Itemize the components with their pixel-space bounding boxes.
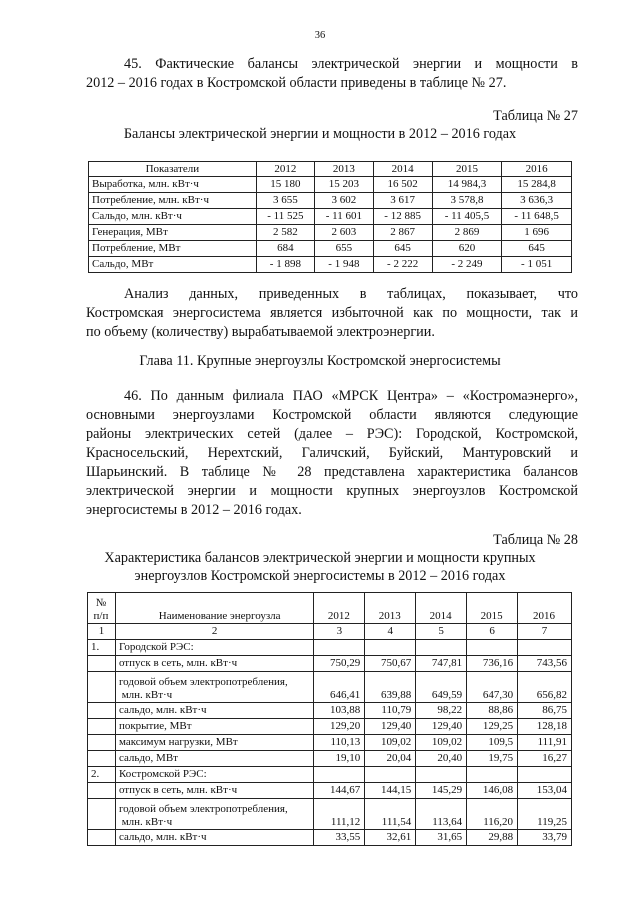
- text-line: районы электрических сетей (далее – РЭС): Городской, Костромской,: [86, 426, 578, 442]
- table-cell: 16,27: [518, 751, 572, 767]
- row-name: сальдо, млн. кВт·ч: [115, 830, 313, 846]
- table-cell: [416, 767, 467, 783]
- table-cell: - 2 249: [432, 257, 502, 273]
- table-row: [88, 751, 572, 767]
- row-name-line-1: годовой объем электропотребления,: [118, 676, 288, 688]
- table-row: [88, 735, 572, 751]
- index-cell: 2: [115, 624, 313, 640]
- text-line: по объему (количеству) вырабатываемой электроэнергии.: [86, 324, 435, 340]
- table-cell: - 11 601: [315, 209, 373, 225]
- table-cell: 144,67: [314, 783, 365, 799]
- table-row: [89, 193, 572, 209]
- row-number: [88, 656, 116, 672]
- row-name: Костромской РЭС:: [115, 767, 313, 783]
- table-cell: 1 696: [502, 225, 572, 241]
- row-number: [88, 703, 116, 719]
- table-row: [88, 656, 572, 672]
- header-cell: 2013: [315, 162, 373, 177]
- header-cell-number: [88, 593, 116, 624]
- row-name-line-1: годовой объем электропотребления,: [118, 803, 288, 815]
- table-header-row: [89, 162, 572, 177]
- row-number: [88, 830, 116, 846]
- table-28-label: Таблица № 28: [493, 532, 578, 548]
- table-27-title: Балансы электрической энергии и мощности в 2012 – 2016 годах: [123, 126, 517, 142]
- header-cell: 2015: [432, 162, 502, 177]
- text-line: Анализ данных, приведенных в таблицах, показывает, что: [124, 286, 578, 302]
- table-cell: 116,20: [467, 799, 518, 830]
- table-cell: [518, 640, 572, 656]
- table-cell: 656,82: [518, 672, 572, 703]
- table-cell: Сальдо, млн. кВт·ч: [89, 209, 257, 225]
- table-cell: [314, 767, 365, 783]
- table-cell: 655: [315, 241, 373, 257]
- row-number: 2.: [88, 767, 116, 783]
- table-cell: 33,55: [314, 830, 365, 846]
- table-cell: [467, 640, 518, 656]
- table-cell: 645: [502, 241, 572, 257]
- table-row: [88, 783, 572, 799]
- row-name-line-2: млн. кВт·ч: [121, 816, 173, 828]
- row-name: отпуск в сеть, млн. кВт·ч: [115, 783, 313, 799]
- table-row: [88, 799, 572, 830]
- table-cell: 649,59: [416, 672, 467, 703]
- table-cell: 111,91: [518, 735, 572, 751]
- table-cell: 3 655: [256, 193, 314, 209]
- table-cell: 2 867: [373, 225, 432, 241]
- table-cell: Выработка, млн. кВт·ч: [89, 177, 257, 193]
- table-cell: 29,88: [467, 830, 518, 846]
- table-cell: 129,40: [365, 719, 416, 735]
- text-line: энергосистемы в 2012 – 2016 годах.: [86, 502, 302, 518]
- table-cell: 109,02: [416, 735, 467, 751]
- paragraph-46: [86, 387, 578, 520]
- table-cell: Сальдо, МВт: [89, 257, 257, 273]
- table-cell: - 11 405,5: [432, 209, 502, 225]
- row-name-line-2: млн. кВт·ч: [121, 689, 173, 701]
- text-line: основными энергоузлами Костромской области являются следующие: [86, 407, 578, 423]
- table-cell: 128,18: [518, 719, 572, 735]
- table-cell: 620: [432, 241, 502, 257]
- chapter-title: Глава 11. Крупные энергоузлы Костромской энергосистемы: [139, 353, 501, 369]
- table-cell: 3 617: [373, 193, 432, 209]
- table-cell: Генерация, МВт: [89, 225, 257, 241]
- table-cell: 750,29: [314, 656, 365, 672]
- table-cell: 31,65: [416, 830, 467, 846]
- table-cell: 86,75: [518, 703, 572, 719]
- table-cell: 109,5: [467, 735, 518, 751]
- table-cell: 144,15: [365, 783, 416, 799]
- table-cell: 103,88: [314, 703, 365, 719]
- table-28-title-line-1: Характеристика балансов электрической энергии и мощности крупных: [104, 550, 536, 566]
- table-cell: 113,64: [416, 799, 467, 830]
- index-cell: 5: [416, 624, 467, 640]
- row-name: максимум нагрузки, МВт: [115, 735, 313, 751]
- header-cell: 2016: [502, 162, 572, 177]
- table-cell: 15 180: [256, 177, 314, 193]
- table-cell: [365, 640, 416, 656]
- table-cell: 129,40: [416, 719, 467, 735]
- index-cell: 3: [314, 624, 365, 640]
- table-cell: Потребление, млн. кВт·ч: [89, 193, 257, 209]
- table-cell: 2 582: [256, 225, 314, 241]
- table-cell: 33,79: [518, 830, 572, 846]
- table-cell: 645: [373, 241, 432, 257]
- table-cell: 3 578,8: [432, 193, 502, 209]
- table-row: [89, 241, 572, 257]
- table-cell: 736,16: [467, 656, 518, 672]
- header-cell: Показатели: [89, 162, 257, 177]
- page-number: 36: [314, 30, 326, 41]
- index-cell: 4: [365, 624, 416, 640]
- text-line: 45. Фактические балансы электрической энергии и мощности в: [124, 56, 578, 72]
- table-cell: 19,10: [314, 751, 365, 767]
- table-cell: 129,20: [314, 719, 365, 735]
- table-cell: - 2 222: [373, 257, 432, 273]
- header-cell: 2013: [365, 593, 416, 624]
- table-cell: 747,81: [416, 656, 467, 672]
- table-cell: 684: [256, 241, 314, 257]
- header-cell: 2014: [416, 593, 467, 624]
- header-number-abbr: п/п: [93, 610, 109, 622]
- table-cell: 32,61: [365, 830, 416, 846]
- table-row: [88, 672, 572, 703]
- header-cell-name: Наименование энергоузла: [115, 593, 313, 624]
- table-cell: 2 869: [432, 225, 502, 241]
- table-cell: 14 984,3: [432, 177, 502, 193]
- table-row: [89, 177, 572, 193]
- text-line: 2012 – 2016 годах в Костромской области приведены в таблице № 27.: [86, 75, 507, 91]
- row-number: [88, 719, 116, 735]
- row-name: [115, 672, 313, 703]
- table-row: [89, 225, 572, 241]
- paragraph-45: [86, 55, 578, 93]
- text-line: Костромская энергосистема является избыточной как по мощности, так и: [86, 305, 578, 321]
- table-cell: 129,25: [467, 719, 518, 735]
- table-cell: 646,41: [314, 672, 365, 703]
- text-line: 46. По данным филиала ПАО «МРСК Центра» – «Костромаэнерго»,: [124, 388, 578, 404]
- table-cell: [467, 767, 518, 783]
- table-cell: 109,02: [365, 735, 416, 751]
- row-number: 1.: [88, 640, 116, 656]
- table-cell: 2 603: [315, 225, 373, 241]
- header-cell: 2016: [518, 593, 572, 624]
- table-cell: - 1 051: [502, 257, 572, 273]
- table-row: [89, 257, 572, 273]
- table-28-title-line-2: энергоузлов Костромской энергосистемы в 2012 – 2016 годах: [134, 568, 506, 584]
- index-cell: 6: [467, 624, 518, 640]
- table-cell: - 11 525: [256, 209, 314, 225]
- table-28: [87, 592, 572, 846]
- table-27: [88, 161, 572, 273]
- header-number-symbol: №: [95, 597, 107, 609]
- table-cell: 3 636,3: [502, 193, 572, 209]
- row-number: [88, 799, 116, 830]
- table-cell: - 12 885: [373, 209, 432, 225]
- table-cell: 15 284,8: [502, 177, 572, 193]
- table-cell: 750,67: [365, 656, 416, 672]
- row-name: отпуск в сеть, млн. кВт·ч: [115, 656, 313, 672]
- header-cell: 2012: [256, 162, 314, 177]
- table-cell: 110,13: [314, 735, 365, 751]
- table-row: [88, 640, 572, 656]
- table-cell: 19,75: [467, 751, 518, 767]
- table-row: [88, 719, 572, 735]
- table-cell: 153,04: [518, 783, 572, 799]
- table-cell: 20,04: [365, 751, 416, 767]
- row-name: сальдо, МВт: [115, 751, 313, 767]
- table-cell: 111,12: [314, 799, 365, 830]
- row-number: [88, 783, 116, 799]
- table-cell: 98,22: [416, 703, 467, 719]
- table-cell: 111,54: [365, 799, 416, 830]
- table-cell: [314, 640, 365, 656]
- table-cell: Потребление, МВт: [89, 241, 257, 257]
- paragraph-analysis: [86, 285, 578, 342]
- table-cell: 15 203: [315, 177, 373, 193]
- index-row: [88, 624, 572, 640]
- row-number: [88, 735, 116, 751]
- table-cell: [365, 767, 416, 783]
- row-name: сальдо, млн. кВт·ч: [115, 703, 313, 719]
- table-cell: 20,40: [416, 751, 467, 767]
- table-cell: 145,29: [416, 783, 467, 799]
- row-name: покрытие, МВт: [115, 719, 313, 735]
- header-cell: 2012: [314, 593, 365, 624]
- table-row: [89, 209, 572, 225]
- header-cell: 2014: [373, 162, 432, 177]
- table-cell: 88,86: [467, 703, 518, 719]
- table-cell: 16 502: [373, 177, 432, 193]
- table-cell: - 1 948: [315, 257, 373, 273]
- table-cell: - 1 898: [256, 257, 314, 273]
- index-cell: 7: [518, 624, 572, 640]
- table-cell: 743,56: [518, 656, 572, 672]
- text-line: электрической энергии и мощности крупных энергоузлов Костромской: [86, 483, 578, 499]
- table-cell: 639,88: [365, 672, 416, 703]
- table-cell: 110,79: [365, 703, 416, 719]
- row-number: [88, 672, 116, 703]
- table-cell: 3 602: [315, 193, 373, 209]
- table-cell: 647,30: [467, 672, 518, 703]
- row-name: [115, 799, 313, 830]
- table-cell: 146,08: [467, 783, 518, 799]
- table-row: [88, 767, 572, 783]
- row-name: Городской РЭС:: [115, 640, 313, 656]
- text-line: Шарьинский. В таблице № 28 представлена характеристика балансов: [86, 464, 578, 480]
- table-cell: [518, 767, 572, 783]
- index-cell: 1: [88, 624, 116, 640]
- table-cell: 119,25: [518, 799, 572, 830]
- table-header-row: [88, 593, 572, 624]
- table-27-label: Таблица № 27: [493, 108, 578, 124]
- header-cell: 2015: [467, 593, 518, 624]
- text-line: Красносельский, Нерехтский, Галичский, Буйский, Мантуровский и: [86, 445, 578, 461]
- row-number: [88, 751, 116, 767]
- table-row: [88, 830, 572, 846]
- table-cell: - 11 648,5: [502, 209, 572, 225]
- table-row: [88, 703, 572, 719]
- table-cell: [416, 640, 467, 656]
